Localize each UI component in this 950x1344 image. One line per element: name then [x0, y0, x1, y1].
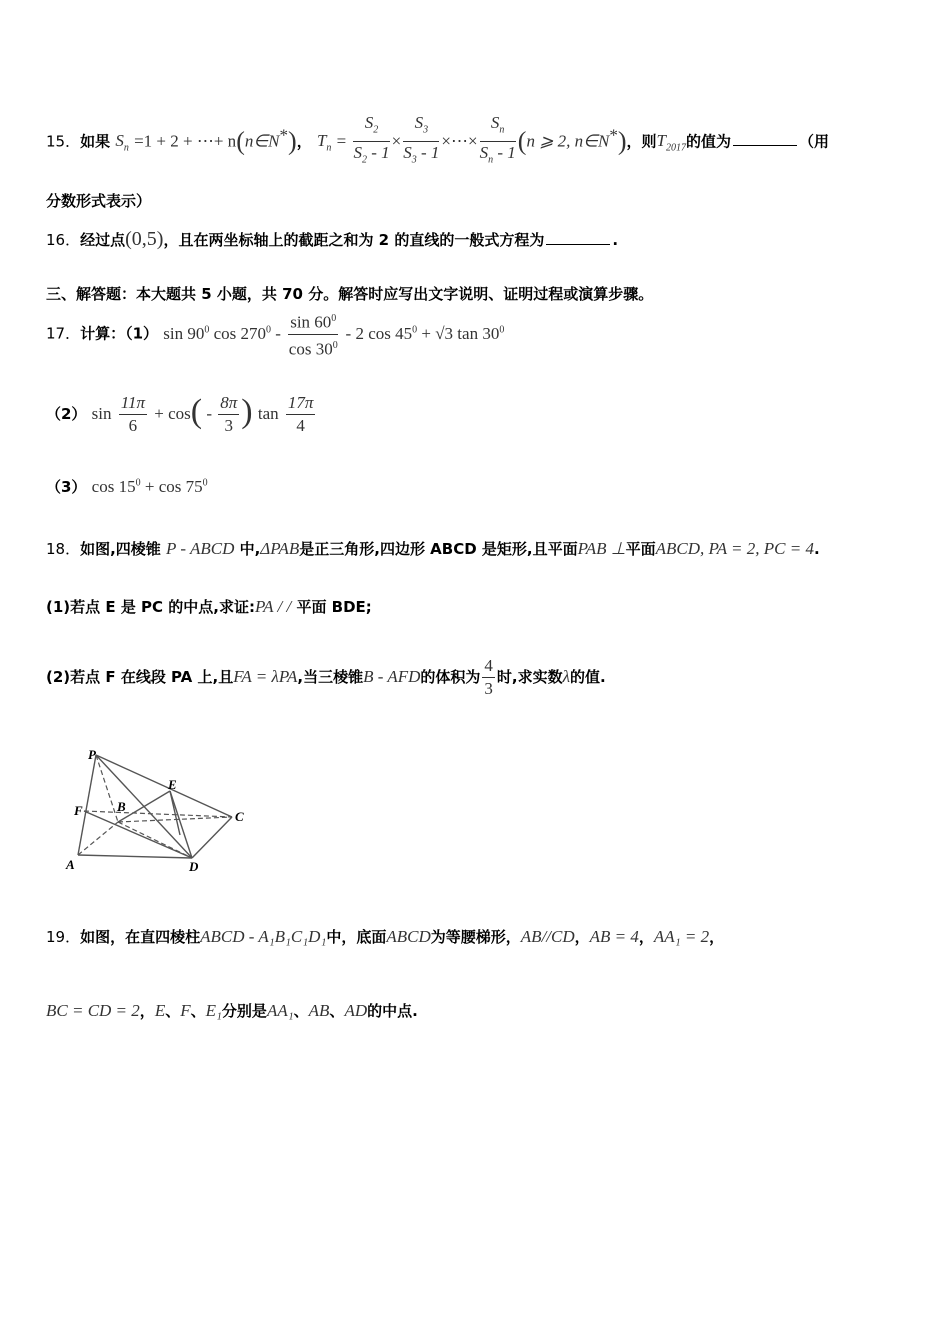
q15-frac1: $\frac{S_2}{S_2 - 1}$ — [353, 113, 390, 166]
edge-DC — [192, 817, 232, 858]
q15-frac3: $\frac{S_n}{S_n - 1}$ — [479, 113, 516, 166]
q15-sn: $S_n$ — [115, 131, 129, 154]
edge-ED — [170, 791, 192, 858]
q15-line1: 15．如果 $S_n =1 + 2$ + ⋯+ n(n∈N*)， $T_n$ = $\frac{S_2}{S_2 - 1}$ × $\frac{S_3}{S_3 - 1}$ ×⋯× $\frac{S_n}{S_n - 1}$ (n ⩾ 2, n∈N*)，则$T_{2017}$的值为 （用 — [46, 112, 910, 172]
q15-line2: 分数形式表示） — [46, 192, 152, 210]
edge-AB — [78, 822, 118, 855]
label-B: B — [117, 799, 126, 814]
label-F: F — [74, 803, 83, 818]
pyramid-figure — [62, 745, 262, 875]
edge-AD — [78, 855, 192, 858]
q19-line1: 19．如图，在直四棱柱ABCD - A₁B₁C₁D₁中，底面ABCD为等腰梯形，AB//CD，AB = 4，AA₁ = 2， — [46, 927, 725, 946]
edge-BC — [118, 817, 232, 822]
q16: 16．经过点(0,5)，且在两坐标轴上的截距之和为 2 的直线的一般式方程为 . — [46, 228, 619, 250]
label-P: P — [88, 747, 96, 762]
section3-title: 三、解答题：本大题共 5 小题，共 70 分。解答时应写出文字说明、证明过程或演算步骤。 — [46, 285, 654, 303]
label-D: D — [189, 859, 199, 874]
edge-EF — [118, 791, 170, 822]
edge-FC — [84, 811, 232, 817]
q17-part1: 17．计算：（1） $\sin 90^0$ $\cos 270^0$ - $\frac{\sin 60^0}{\cos 30^0}$ - 2 $\cos 45^0 + √3$ $\tan 30^0$ — [46, 308, 910, 360]
edge-PB — [96, 755, 118, 822]
q18-volume-frac: $\frac{4}{3}$ — [484, 656, 493, 698]
q15-number: 15． — [46, 132, 81, 151]
q18-part2: (2)若点 F 在线段 PA 上,且FA = λPA,当三棱锥B - AFD的体积为 $\frac{4}{3}$ 时,求实数λ的值. — [46, 656, 606, 698]
q15-tn: $T_n$ — [316, 131, 332, 154]
q18-stem: 18．如图,四棱锥 P - ABCD 中,ΔPAB是正三角形,四边形 ABCD 是矩形,且平面PAB ⊥平面ABCD, PA = 2, PC = 4. — [46, 539, 820, 558]
q16-answer-blank[interactable] — [546, 244, 610, 245]
q19-line2: BC = CD = 2，E、F、E₁分别是AA₁、AB、AD的中点. — [46, 1001, 418, 1020]
edge-E-mid — [170, 791, 180, 835]
q17-part2: （2） sin $\frac{11\pi}{6}$ + cos( - $\frac{8\pi}{3}$ ) tan $\frac{17\pi}{4}$ — [46, 393, 314, 435]
label-A: A — [66, 857, 75, 872]
q15-frac2: $\frac{S_3}{S_3 - 1}$ — [403, 113, 440, 166]
label-C: C — [235, 809, 244, 824]
q17-frac: $\frac{\sin 60^0}{\cos 30^0}$ — [288, 308, 338, 360]
q16-point: (0,5) — [125, 228, 164, 250]
q15-answer-blank[interactable] — [733, 145, 797, 146]
q17-part3: （3） $\cos 15^0 + \cos 75^0$ — [46, 477, 208, 496]
label-E: E — [168, 777, 177, 792]
q15-sum: =1 + 2 + ⋯+ n — [134, 131, 237, 151]
q18-part1: (1)若点 E 是 PC 的中点,求证:PA / / 平面 BDE; — [46, 597, 372, 616]
